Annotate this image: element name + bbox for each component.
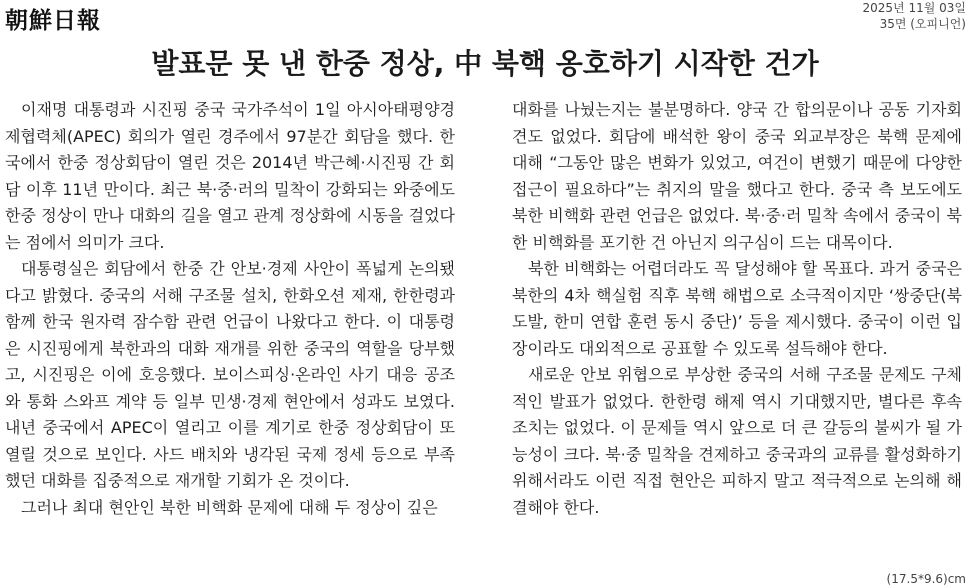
article-column-right	[512, 97, 962, 521]
paragraph: 북한 비핵화는 어렵더라도 꼭 달성해야 할 목표다. 과거 중국은 북한의 4차 핵실험 직후 북핵 해법으로 소극적이지만 ‘쌍중단(북 도발, 한미 연합 훈련 동시 중단)’ 등을 제시했다. 중국이 이런 입장이라도 대외적으로 공표할 수 있도록 설득해야 한다.	[512, 259, 962, 358]
paragraph: 대통령실은 회담에서 한중 간 안보·경제 사안이 폭넓게 논의됐다고 밝혔다. 중국의 서해 구조물 설치, 한화오션 제재, 한한령과 함께 한국 원자력 잠수함 관련 언급이 나왔다고 한다. 이 대통령은 시진핑에게 북한과의 대화 재개를 위한 중국의 역할을 당부했고, 시진핑은 이에 호응했다. 보이스피싱·온라인 사기 대응 공조와 통화 스와프 계약 등 일부 민생·경제 현안에서 성과도 보였다. 내년 중국에서 APEC이 열리고 이를 계기로 한중 정상회담이 또 열릴 것으로 보인다. 사드 배치와 냉각된 국제 정세 등으로 부족했던 대화를 집중적으로 재개할 기회가 온 것이다.	[5, 259, 455, 490]
publication-meta	[863, 0, 966, 32]
article-column-left	[5, 97, 455, 521]
paragraph: 새로운 안보 위협으로 부상한 중국의 서해 구조물 문제도 구체적인 발표가 없었다. 한한령 해제 역시 기대했지만, 별다른 후속 조치는 없었다. 이 문제들 역시 앞으로 더 큰 갈등의 불씨가 될 가능성이 크다. 북·중 밀착을 견제하고 중국과의 교류를 활성화하기 위해서라도 이런 직접 현안은 피하지 말고 적극적으로 논의해 해결해야 한다.	[512, 365, 962, 517]
editorial-headline: 발표문 못 낸 한중 정상, 中 북핵 옹호하기 시작한 건가	[151, 47, 819, 80]
page-section: 35면 (오피니언)	[879, 17, 966, 31]
clipping-size-note: (17.5*9.6)cm	[886, 572, 966, 586]
newspaper-logo: 朝鮮日報	[5, 7, 101, 34]
publication-date: 2025년 11월 03일	[862, 1, 966, 15]
paragraph: 대화를 나눴는지는 불분명하다. 양국 간 합의문이나 공동 기자회견도 없었다. 회담에 배석한 왕이 중국 외교부장은 북핵 문제에 대해 “그동안 많은 변화가 있었고, 여건이 변했기 때문에 다양한 접근이 필요하다”는 취지의 말을 했다고 한다. 중국 측 보도에도 북한 비핵화 관련 언급은 없었다. 북·중·러 밀착 속에서 중국이 북한 비핵화를 포기한 건 아닌지 의구심이 드는 대목이다.	[512, 100, 962, 252]
paragraph: 이재명 대통령과 시진핑 중국 국가주석이 1일 아시아태평양경제협력체(APEC) 회의가 열린 경주에서 97분간 회담을 했다. 한국에서 한중 정상회담이 열린 것은 2014년 박근혜·시진핑 간 회담 이후 11년 만이다. 최근 북·중·러의 밀착이 강화되는 와중에도 한중 정상이 만나 대화의 길을 열고 관계 정상화에 시동을 걸었다는 점에서 의미가 크다.	[5, 100, 455, 252]
paragraph: 그러나 최대 현안인 북한 비핵화 문제에 대해 두 정상이 깊은	[21, 497, 438, 517]
